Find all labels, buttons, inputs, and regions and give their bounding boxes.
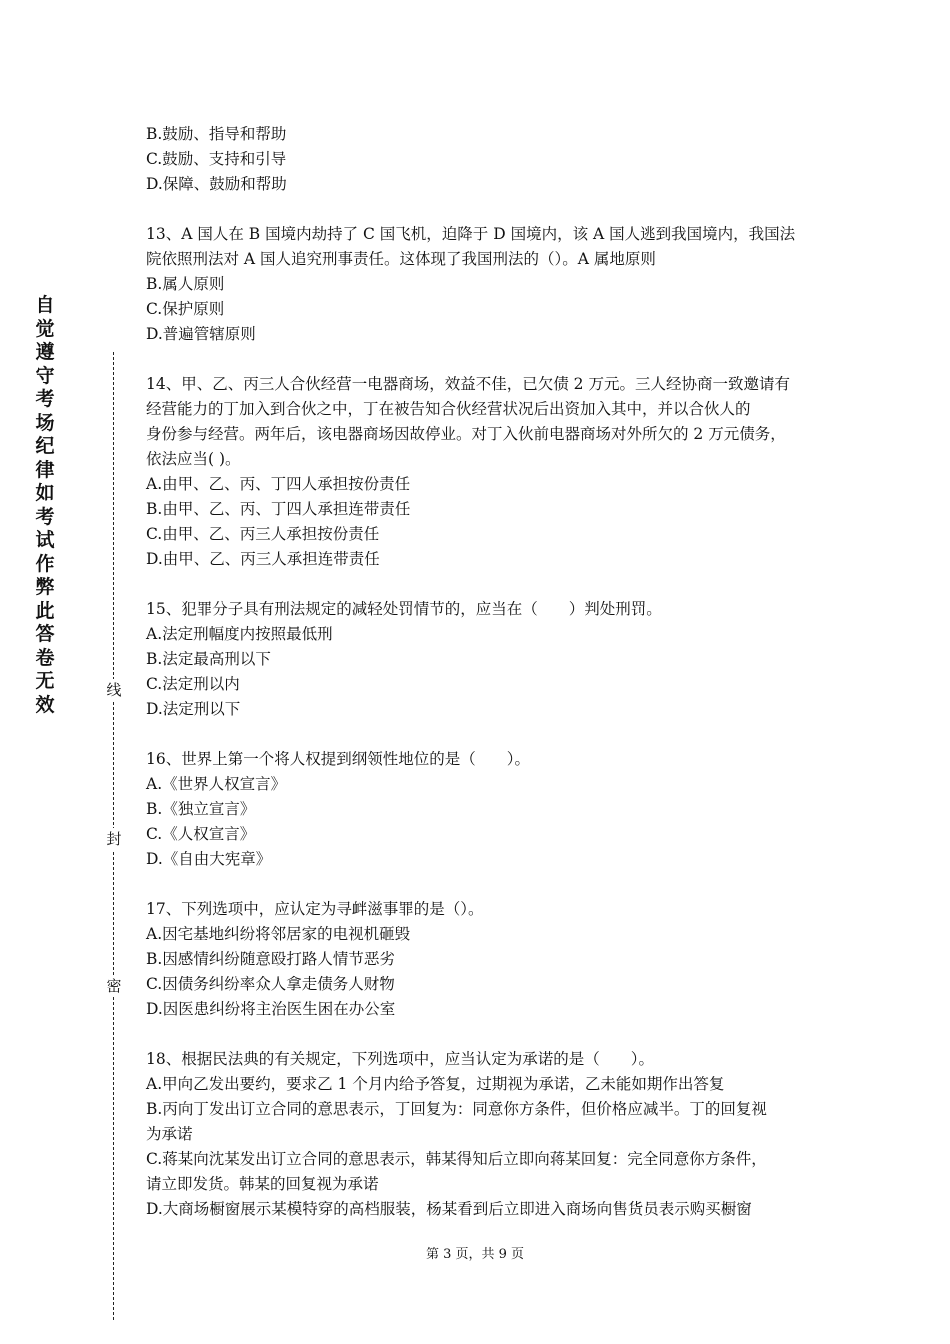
question-text-line: D.因医患纠纷将主治医生困在办公室 xyxy=(146,1000,396,1018)
question-text-line: C.鼓励、支持和引导 xyxy=(146,150,287,168)
question-text-line: C.《人权宣言》 xyxy=(146,825,256,843)
question-text-line: 身份参与经营。两年后，该电器商场因故停业。对丁入伙前电器商场对外所欠的 2 万元债务， xyxy=(146,425,786,443)
question-gap xyxy=(146,722,826,747)
question-text-line: B.属人原则 xyxy=(146,275,225,293)
question-text-line: 院依照刑法对 A 国人追究刑事责任。这体现了我国刑法的（）。A 属地原则 xyxy=(146,250,656,268)
question-text-line: 经营能力的丁加入到合伙之中，丁在被告知合伙经营状况后出资加入其中，并以合伙人的 xyxy=(146,400,751,418)
question-stem-line: 17、下列选项中，应认定为寻衅滋事罪的是（）。 xyxy=(146,900,484,918)
question-text-line: 依法应当( )。 xyxy=(146,450,241,468)
question-gap xyxy=(146,347,826,372)
question-gap xyxy=(146,872,826,897)
question-text-line: B.法定最高刑以下 xyxy=(146,650,271,668)
exam-discipline-notice: 自觉遵守考场纪律如考试作弊此答卷无效 xyxy=(35,294,55,716)
question-text-line: D.普遍管辖原则 xyxy=(146,325,256,343)
question-text-line: A.由甲、乙、丙、丁四人承担按份责任 xyxy=(146,475,411,493)
question-gap xyxy=(146,572,826,597)
question-text-line: C.法定刑以内 xyxy=(146,675,240,693)
question-text-line: C.由甲、乙、丙三人承担按份责任 xyxy=(146,525,380,543)
question-stem-line: 18、根据民法典的有关规定，下列选项中，应当认定为承诺的是（ ）。 xyxy=(146,1050,654,1068)
question-text-line: A.法定刑幅度内按照最低刑 xyxy=(146,625,333,643)
question-text-line: B.《独立宣言》 xyxy=(146,800,256,818)
question-gap xyxy=(146,197,826,222)
question-text-line: A.因宅基地纠纷将邻居家的电视机砸毁 xyxy=(146,925,411,943)
question-text-line: C.保护原则 xyxy=(146,300,225,318)
question-text-line: A.《世界人权宣言》 xyxy=(146,775,287,793)
question-text-line: D.《自由大宪章》 xyxy=(146,850,272,868)
question-text-line: B.由甲、乙、丙、丁四人承担连带责任 xyxy=(146,500,411,518)
question-text-line: D.由甲、乙、丙三人承担连带责任 xyxy=(146,550,380,568)
page-number: 第 3 页，共 9 页 xyxy=(425,1247,525,1262)
question-text-line: D.法定刑以下 xyxy=(146,700,241,718)
question-text-line: C.因债务纠纷率众人拿走债务人财物 xyxy=(146,975,395,993)
question-text-line: B.丙向丁发出订立合同的意思表示，丁回复为：同意你方条件，但价格应减半。丁的回复视 xyxy=(146,1100,767,1118)
question-text-line: C.蒋某向沈某发出订立合同的意思表示，韩某得知后立即向蒋某回复：完全同意你方条件， xyxy=(146,1150,767,1168)
seal-mark-secret: 密 xyxy=(104,975,124,997)
question-stem-line: 15、犯罪分子具有刑法规定的减轻处罚情节的，应当在（ ）判处刑罚。 xyxy=(146,600,662,618)
question-text-line: B.鼓励、指导和帮助 xyxy=(146,125,287,143)
question-stem-line: 16、世界上第一个将人权提到纲领性地位的是（ ）。 xyxy=(146,750,530,768)
question-stem-line: 13、A 国人在 B 国境内劫持了 C 国飞机，迫降于 D 国境内，该 A 国人逃到我国境内，我国法 xyxy=(146,225,796,243)
question-text-line: A.甲向乙发出要约，要求乙 1 个月内给予答复，过期视为承诺，乙未能如期作出答复 xyxy=(146,1075,725,1093)
question-text-line: D.大商场橱窗展示某模特穿的高档服装，杨某看到后立即进入商场向售货员表示购买橱窗 xyxy=(146,1200,752,1218)
seal-mark-seal: 封 xyxy=(104,828,124,850)
question-text-line: B.因感情纠纷随意殴打路人情节恶劣 xyxy=(146,950,395,968)
question-gap xyxy=(146,1022,826,1047)
question-text-line: D.保障、鼓励和帮助 xyxy=(146,175,287,193)
seal-mark-line: 线 xyxy=(104,679,124,701)
question-content xyxy=(146,122,826,1222)
question-text-line: 请立即发货。韩某的回复视为承诺 xyxy=(146,1175,379,1193)
question-text-line: 为承诺 xyxy=(146,1125,193,1143)
question-stem-line: 14、甲、乙、丙三人合伙经营一电器商场，效益不佳，已欠债 2 万元。三人经协商一致邀请有 xyxy=(146,375,790,393)
